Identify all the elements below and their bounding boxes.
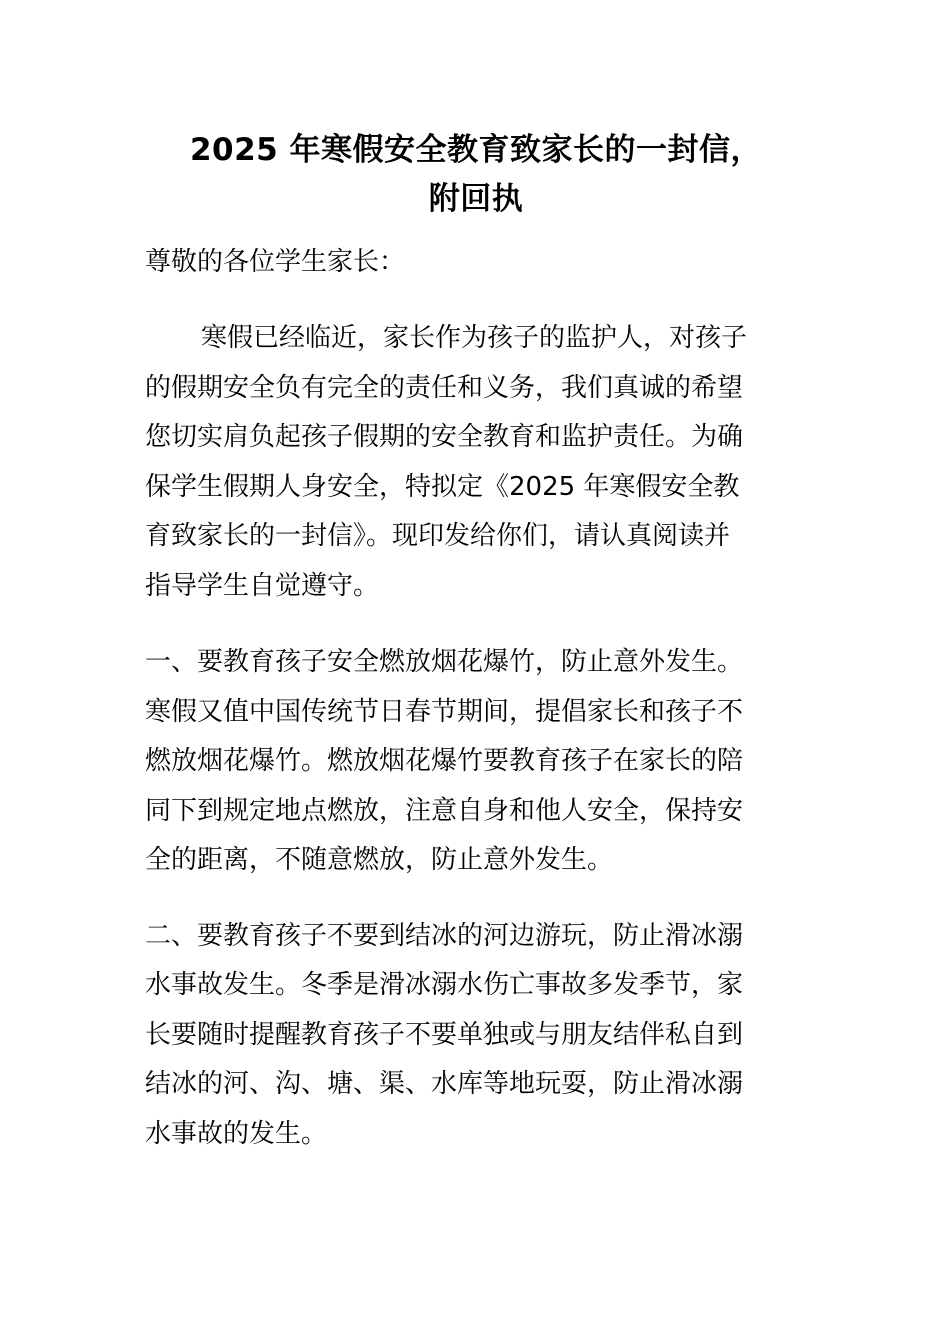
section-2-line: 二、要教育孩子不要到结冰的河边游玩，防止滑冰溺 <box>145 920 744 951</box>
salutation: 尊敬的各位学生家长： <box>145 247 406 277</box>
intro-line: 指导学生自觉遵守。 <box>145 570 380 601</box>
section-2-line: 水事故发生。冬季是滑冰溺水伤亡事故多发季节，家 <box>145 970 744 1000</box>
section-1-line: 寒假又值中国传统节日春节期间，提倡家长和孩子不 <box>145 696 744 727</box>
section-1-line: 同下到规定地点燃放，注意自身和他人安全，保持安 <box>145 795 744 826</box>
title-line-1: 2025 年寒假安全教育致家长的一封信， <box>189 132 763 168</box>
intro-line: 育致家长的一封信》。现印发给你们，请认真阅读并 <box>145 521 731 551</box>
section-1-line: 一、要教育孩子安全燃放烟花爆竹，防止意外发生。 <box>145 647 744 677</box>
section-1-line: 燃放烟花爆竹。燃放烟花爆竹要教育孩子在家长的陪 <box>145 746 744 776</box>
title-line-2: 附回执 <box>428 181 524 217</box>
section-1-line: 全的距离，不随意燃放，防止意外发生。 <box>145 845 614 875</box>
intro-line: 您切实肩负起孩子假期的安全教育和监护责任。为确 <box>145 422 744 452</box>
letter-page <box>145 126 807 1159</box>
section-1-paragraph <box>145 638 807 886</box>
section-2-line: 水事故的发生。 <box>145 1118 328 1149</box>
section-2-line: 结冰的河、沟、塘、渠、水库等地玩耍，防止滑冰溺 <box>145 1069 744 1099</box>
section-2-line: 长要随时提醒教育孩子不要单独或与朋友结伴私自到 <box>145 1019 744 1050</box>
section-2-paragraph <box>145 912 807 1160</box>
intro-paragraph <box>145 314 807 611</box>
intro-line: 保学生假期人身安全，特拟定《2025 年寒假安全教 <box>145 471 740 502</box>
intro-line: 的假期安全负有完全的责任和义务，我们真诚的希望 <box>145 372 744 403</box>
document-title <box>145 126 807 224</box>
intro-line: 寒假已经临近，家长作为孩子的监护人，对孩子 <box>201 323 748 353</box>
